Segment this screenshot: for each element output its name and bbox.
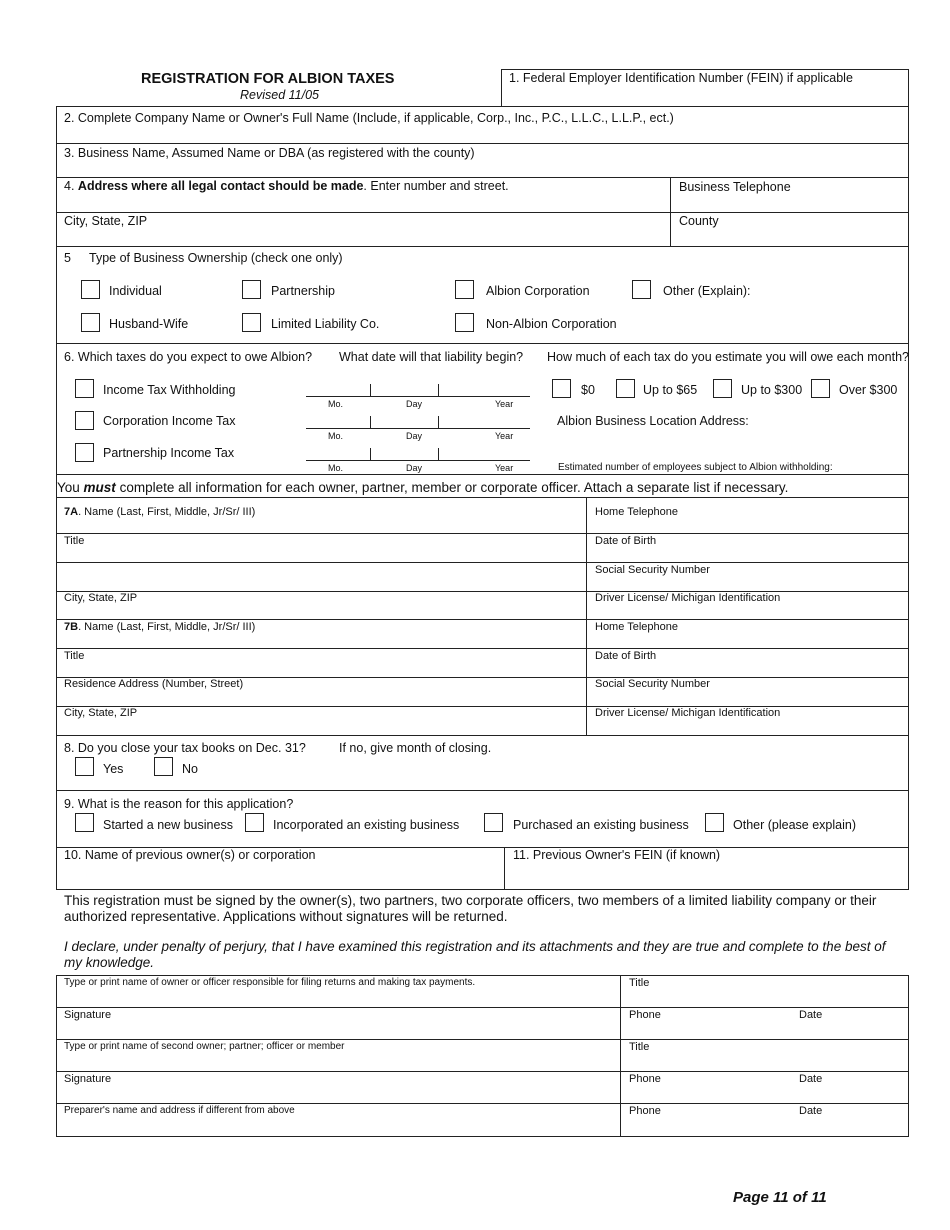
legal-address-rest: . Enter number and street.: [363, 179, 509, 193]
owner-7a-license-label: Driver License/ Michigan Identification: [595, 592, 781, 604]
tax-books-question: 8. Do you close your tax books on Dec. 31?: [64, 741, 306, 755]
employees-count-label: Estimated number of employees subject to Albion withholding:: [558, 462, 833, 473]
partnership-income-tax-label: Partnership Income Tax: [103, 446, 235, 460]
incorporated-business-label: Incorporated an existing business: [273, 818, 460, 832]
corporation-income-tax-label: Corporation Income Tax: [103, 414, 236, 428]
location-address-label: Albion Business Location Address:: [557, 414, 749, 428]
application-reason-question: 9. What is the reason for this application?: [64, 797, 294, 811]
tax-books-no-checkbox[interactable]: [154, 757, 173, 776]
day-label: Day: [406, 463, 423, 473]
divider: [56, 648, 909, 649]
day-label: Day: [406, 431, 423, 441]
divider: [56, 177, 909, 178]
notice-emphasis: must: [83, 480, 116, 495]
date-separator: [370, 448, 371, 460]
divider: [56, 474, 909, 475]
notice-pre: You: [57, 480, 84, 495]
second-owner-title-label: Title: [629, 1041, 650, 1053]
liability-date-question: What date will that liability begin?: [339, 350, 524, 364]
divider: [56, 790, 909, 791]
section-number: 5: [64, 251, 71, 265]
fein-label: 1. Federal Employer Identification Number (FEIN) if applicable: [509, 71, 853, 85]
llc-label: Limited Liability Co.: [271, 317, 380, 331]
owner-7a-ssn-label: Social Security Number: [595, 564, 710, 576]
owner-7a-name-text: . Name (Last, First, Middle, Jr/Sr/ III): [78, 506, 256, 518]
second-owner-date-label: Date: [799, 1073, 823, 1085]
date-separator: [370, 384, 371, 396]
divider: [56, 143, 909, 144]
owner-date-label: Date: [799, 1009, 823, 1021]
new-business-checkbox[interactable]: [75, 813, 94, 832]
owner-7b-ssn-label: Social Security Number: [595, 678, 710, 690]
date-separator: [438, 416, 439, 428]
owner-title-label: Title: [629, 977, 650, 989]
divider: [56, 212, 909, 213]
non-albion-corporation-label: Non-Albion Corporation: [486, 317, 617, 331]
other-reason-label: Other (please explain): [733, 818, 856, 832]
llc-checkbox[interactable]: [242, 313, 261, 332]
partnership-income-tax-checkbox[interactable]: [75, 443, 94, 462]
month-label: Mo.: [328, 431, 344, 441]
year-label: Year: [495, 431, 514, 441]
divider: [56, 533, 909, 534]
revised-date: Revised 11/05: [240, 88, 319, 102]
date-underline: [306, 396, 530, 397]
purchased-business-label: Purchased an existing business: [513, 818, 689, 832]
divider: [56, 735, 909, 736]
amount-0-checkbox[interactable]: [552, 379, 571, 398]
divider: [56, 1007, 909, 1008]
second-owner-phone-label: Phone: [629, 1073, 661, 1085]
owner-7a-city-label: City, State, ZIP: [64, 592, 138, 604]
owner-signature-label: Signature: [64, 1009, 112, 1021]
day-label: Day: [406, 399, 423, 409]
date-separator: [438, 448, 439, 460]
previous-owner-fein-label: 11. Previous Owner's FEIN (if known): [513, 848, 721, 862]
amount-over-300-label: Over $300: [839, 383, 898, 397]
column-divider: [620, 975, 621, 1137]
tax-books-yes-checkbox[interactable]: [75, 757, 94, 776]
legal-address-bold: Address where all legal contact should be made: [77, 179, 364, 193]
owner-7b-license-label: Driver License/ Michigan Identification: [595, 707, 781, 719]
divider: [56, 1039, 909, 1040]
tax-books-yes-label: Yes: [103, 762, 124, 776]
owner-7a-name-label: [64, 506, 255, 518]
divider: [56, 619, 909, 620]
divider: [56, 497, 909, 498]
owner-7b-dob-label: Date of Birth: [595, 650, 657, 662]
other-ownership-checkbox[interactable]: [632, 280, 651, 299]
divider: [56, 1103, 909, 1104]
tax-books-no-label: No: [182, 762, 198, 776]
year-label: Year: [495, 463, 514, 473]
amount-300-label: Up to $300: [741, 383, 803, 397]
owner-phone-label: Phone: [629, 1009, 661, 1021]
amount-300-checkbox[interactable]: [713, 379, 732, 398]
husband-wife-label: Husband-Wife: [109, 317, 189, 331]
divider: [56, 1071, 909, 1072]
perjury-declaration: I declare, under penalty of perjury, that I have examined this registration and its attachments and they are true and complete to the best of my knowledge.: [64, 939, 886, 970]
divider: [56, 562, 909, 563]
corporation-income-tax-checkbox[interactable]: [75, 411, 94, 430]
income-tax-withholding-label: Income Tax Withholding: [103, 383, 236, 397]
preparer-date-label: Date: [799, 1105, 823, 1117]
owner-7b-city-label: City, State, ZIP: [64, 707, 138, 719]
section-number: 4.: [64, 179, 75, 193]
date-underline: [306, 428, 530, 429]
city-state-zip-label: City, State, ZIP: [64, 214, 148, 228]
owner-7b-name-text: . Name (Last, First, Middle, Jr/Sr/ III): [78, 621, 256, 633]
month-label: Mo.: [328, 463, 344, 473]
notice-post: complete all information for each owner, partner, member or corporate officer. Attach a separate list if necessary.: [115, 480, 789, 495]
previous-owner-label: 10. Name of previous owner(s) or corporation: [64, 848, 316, 862]
new-business-label: Started a new business: [103, 818, 233, 832]
divider: [56, 246, 909, 247]
owners-notice: [57, 480, 788, 495]
closing-month-label: If no, give month of closing.: [339, 741, 492, 755]
purchased-business-checkbox[interactable]: [484, 813, 503, 832]
second-owner-name-label: Type or print name of second owner; partner; officer or member: [64, 1041, 345, 1052]
owner-7a-number: 7A: [64, 506, 79, 518]
company-name-label: 2. Complete Company Name or Owner's Full Name (Include, if applicable, Corp., Inc., P.C., L.L.C., L.L.P., ect.): [64, 111, 674, 125]
albion-corporation-checkbox[interactable]: [455, 280, 474, 299]
page-number: Page 11 of 11: [733, 1189, 827, 1206]
month-label: Mo.: [328, 399, 344, 409]
preparer-label: Preparer's name and address if different from above: [64, 1105, 295, 1116]
taxes-question: 6. Which taxes do you expect to owe Albion?: [64, 350, 313, 364]
owner-7b-title-label: Title: [64, 650, 85, 662]
column-divider: [504, 847, 505, 890]
date-separator: [438, 384, 439, 396]
owner-7b-name-label: [64, 621, 255, 633]
husband-wife-checkbox[interactable]: [81, 313, 100, 332]
divider: [56, 706, 909, 707]
owner-7a-home-telephone-label: Home Telephone: [595, 506, 678, 518]
owner-7b-home-telephone-label: Home Telephone: [595, 621, 678, 633]
amount-65-label: Up to $65: [643, 383, 698, 397]
divider: [56, 591, 909, 592]
ownership-type-label: Type of Business Ownership (check one only): [89, 251, 343, 265]
other-reason-checkbox[interactable]: [705, 813, 724, 832]
date-underline: [306, 460, 530, 461]
individual-checkbox[interactable]: [81, 280, 100, 299]
business-name-label: 3. Business Name, Assumed Name or DBA (as registered with the county): [64, 146, 475, 160]
preparer-phone-label: Phone: [629, 1105, 661, 1117]
owner-7b-number: 7B: [64, 621, 79, 633]
second-owner-signature-label: Signature: [64, 1073, 112, 1085]
partnership-label: Partnership: [271, 284, 335, 298]
monthly-amount-question: How much of each tax do you estimate you will owe each month?: [547, 350, 909, 364]
owner-7a-dob-label: Date of Birth: [595, 535, 657, 547]
form-title: REGISTRATION FOR ALBION TAXES: [141, 71, 395, 87]
amount-0-label: $0: [581, 383, 595, 397]
individual-label: Individual: [109, 284, 162, 298]
owner-7a-title-label: Title: [64, 535, 85, 547]
amount-65-checkbox[interactable]: [616, 379, 635, 398]
incorporated-business-checkbox[interactable]: [245, 813, 264, 832]
other-ownership-label: Other (Explain):: [663, 284, 751, 298]
partnership-checkbox[interactable]: [242, 280, 261, 299]
signature-notice: This registration must be signed by the owner(s), two partners, two corporate officers, two members of a limited liability company or their authorized representative. Applications without signatures will be returned.: [64, 893, 877, 924]
county-label: County: [679, 214, 719, 228]
business-telephone-label: Business Telephone: [679, 180, 791, 194]
divider: [56, 343, 909, 344]
legal-address-label: [64, 179, 509, 193]
date-separator: [370, 416, 371, 428]
albion-corporation-label: Albion Corporation: [486, 284, 590, 298]
owner-name-label: Type or print name of owner or officer responsible for filing returns and making tax payments.: [64, 977, 476, 988]
amount-over-300-checkbox[interactable]: [811, 379, 830, 398]
income-tax-withholding-checkbox[interactable]: [75, 379, 94, 398]
non-albion-corporation-checkbox[interactable]: [455, 313, 474, 332]
year-label: Year: [495, 399, 514, 409]
owner-7b-residence-label: Residence Address (Number, Street): [64, 678, 244, 690]
